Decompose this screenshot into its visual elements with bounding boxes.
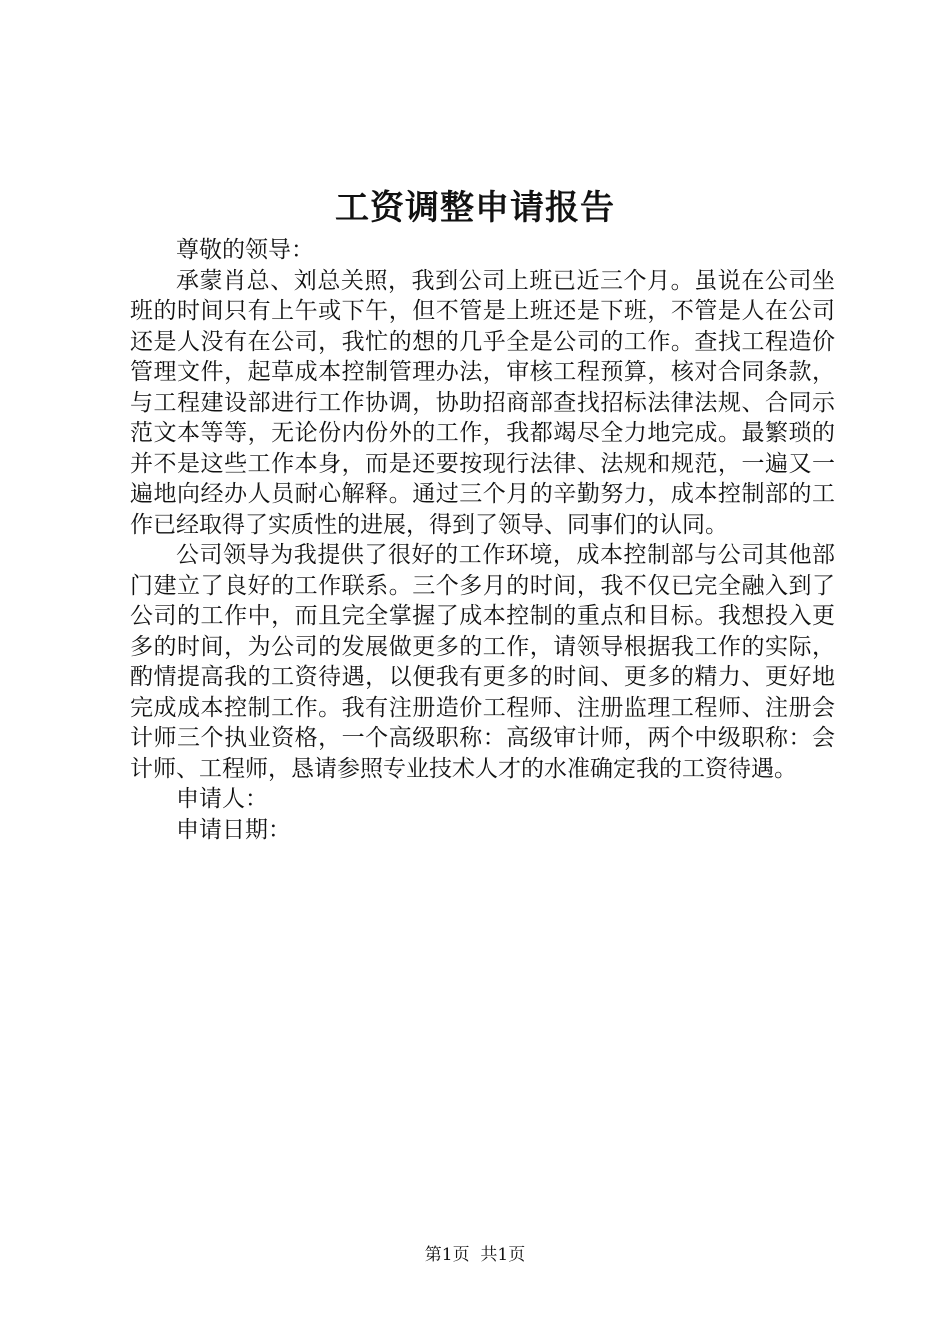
document-title: 工资调整申请报告 <box>335 188 615 228</box>
salutation: 尊敬的领导： <box>176 237 314 263</box>
applicant-label: 申请人： <box>176 786 268 812</box>
page-number: 第1页 共1页 <box>424 1245 526 1265</box>
document-body <box>130 235 835 845</box>
date-label: 申请日期： <box>176 816 291 843</box>
page-footer <box>0 1244 950 1266</box>
paragraph-2: 公司领导为我提供了很好的工作环境，成本控制部与公司其他部门建立了良好的工作联系。三个多月的时间，我不仅已完全融入到了公司的工作中，而且完全掌握了成本控制的重点和目标。我想投入更多的时间，为公司的发展做更多的工作，请领导根据我工作的实际，酌情提高我的工资待遇，以便我有更多的时间、更多的精力、更好地完成成本控制工作。我有注册造价工程师、注册监理工程师、注册会计师三个执业资格，一个高级职称：高级审计师，两个中级职称：会计师、工程师，恳请参照专业技术人才的水准确定我的工资待遇。 <box>130 542 835 782</box>
paragraph-1: 承蒙肖总、刘总关照，我到公司上班已近三个月。虽说在公司坐班的时间只有上午或下午，但不管是上班还是下班，不管是人在公司还是人没有在公司，我忙的想的几乎全是公司的工作。查找工程造价管理文件，起草成本控制管理办法，审核工程预算，核对合同条款，与工程建设部进行工作协调，协助招商部查找招标法律法规、合同示范文本等等，无论份内份外的工作，我都竭尽全力地完成。最繁琐的并不是这些工作本身，而是还要按现行法律、法规和规范，一遍又一遍地向经办人员耐心解释。通过三个月的辛勤努力，成本控制部的工作已经取得了实质性的进展，得到了领导、同事们的认同。 <box>130 267 835 538</box>
